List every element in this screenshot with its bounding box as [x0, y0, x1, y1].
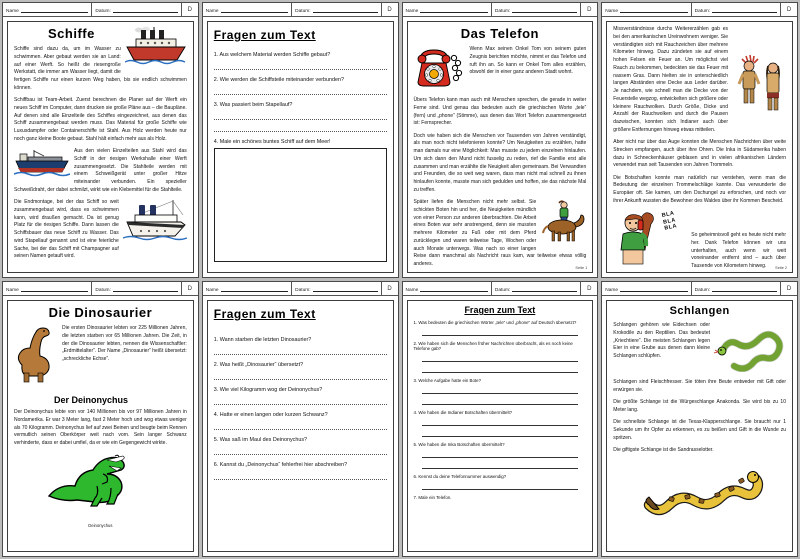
- page-header: [203, 3, 398, 17]
- answer-line: [214, 445, 387, 455]
- datum-label: Datum:: [95, 288, 111, 293]
- rotary-phone-icon: [414, 46, 466, 95]
- datum-fill-line: [113, 11, 178, 13]
- answer-line: [214, 60, 387, 70]
- datum-fill-line: [512, 11, 577, 13]
- answer-line: [422, 460, 579, 469]
- figure-caption: Deinonychus: [88, 523, 113, 529]
- steamship-icon: [125, 26, 187, 71]
- name-fill-line: [620, 11, 688, 13]
- worksheet-page-schlangen[interactable]: [601, 281, 798, 557]
- page-content: [606, 21, 793, 273]
- paragraph: Aber nicht nur über das Auge konnten die Menschen Nachrichten über weite Strecken empfangen, auch über ihre Ohren. Die Inka in Südamerika haben dazu in Schneckenhäuser geblasen und in vielen afrikanischen Ländern verwendet man seit Tausenden von Jahren Trommeln.: [613, 139, 786, 169]
- page-title: Fragen zum Text: [213, 28, 316, 42]
- name-fill-line: [21, 11, 89, 13]
- sauropod-icon: [14, 325, 58, 388]
- worksheet-page-fragen-schiffe[interactable]: [202, 2, 399, 278]
- question: 2. Wie werden die Schiffsteile miteinander verbunden?: [213, 77, 344, 83]
- paragraph: Die ersten Dinosaurier lebten vor 225 Millionen Jahren, die letzten starben vor 65 Millionen Jahren. Die Zeit, in der die Dinosaurier lebten, nennen die Wissenschaftler: „Erdmittelalter“. Der Name „Dinosaurier“ heißt übersetzt: „schreckliche Echse“.: [62, 325, 187, 362]
- answer-line: [422, 481, 579, 490]
- name-fill-line: [620, 290, 688, 292]
- answer-line: [214, 110, 387, 120]
- cargo-ship-icon: [14, 148, 70, 183]
- name-fill-line: [221, 290, 289, 292]
- corner-badge: D: [786, 6, 792, 13]
- datum-label: Datum:: [295, 288, 311, 293]
- page-number: Seite 2: [775, 266, 787, 270]
- answer-line: [422, 449, 579, 458]
- page-content: [606, 300, 793, 552]
- page-title: Fragen zum Text: [464, 305, 536, 315]
- datum-label: Datum:: [494, 9, 511, 14]
- paragraph: Die schnellste Schlange ist die Texas-Klapperschlange. Sie braucht nur 1 Sekunde um ihr Opfer zu erkennen, es zu beißen und Gift in die Wunde zu spritzen.: [613, 419, 786, 441]
- corner-badge: D: [187, 285, 192, 292]
- paragraph: Die Endmontage, bei der das Schiff so weit zusammengebaut wird, dass es schwimmen kann, wird draußen gemacht. Da ist genug Platz für die riesigen Schiffe. Dann lassen die Schiffsbauer das neue Schiff zu Wasser. Das wird Stapellauf genannt und ist eine feierliche Sache, bei der das Schiff mit Champagner auf seinen Namen getauft wird.: [14, 199, 119, 260]
- page-content: [207, 21, 394, 273]
- worksheet-page-schiffe[interactable]: [2, 2, 199, 278]
- question: 6. Kennst du deine Telefonnummer auswendig?: [413, 474, 507, 479]
- corner-badge: D: [587, 6, 592, 13]
- datum-label: Datum:: [494, 288, 511, 293]
- page-content: [407, 300, 594, 552]
- page-header: [3, 282, 198, 296]
- paragraph: Wenn Max seinen Onkel Tom von seinem guten Zeugnis berichten möchte, nimmt er das Telefon und ruft ihn an. So kann er Onkel Tom alles erzählen, obwohl der in einer ganz anderen Stadt wohnt.: [469, 46, 587, 76]
- question: 4. Male ein schönes buntes Schiff auf dem Meer!: [213, 139, 331, 145]
- question: 5. Wie haben die Inka Botschaften übermittelt?: [413, 442, 505, 447]
- deinonychus-icon: [45, 505, 155, 522]
- answer-line: [422, 396, 579, 405]
- answer-line: [214, 345, 387, 355]
- page-header: [3, 3, 198, 17]
- worksheet-page-telefon-2[interactable]: [601, 2, 798, 278]
- paragraph: Der Deinonychus lebte von vor 140 Millionen bis vor 97 Millionen Jahren in Nordamerika. Er war 3 Meter lang, fast 2 Meter hoch und wog etwas weniger als 70 Kilogramm. Deinonychus lief auf zwei Beinen und beugte beim Rennen vermutlich seinen Oberkörper weit nach vorn. Sein langer Schwanz verhinderte, dass er dabei umfiel, da er wie ein Gegengewicht wirkte.: [14, 409, 187, 446]
- name-label: Name: [605, 288, 619, 293]
- question: 1. Aus welchem Material werden Schiffe gebaut?: [213, 52, 331, 58]
- answer-line: [214, 85, 387, 95]
- name-fill-line: [21, 290, 89, 292]
- datum-label: Datum:: [295, 9, 311, 14]
- name-fill-line: [420, 11, 488, 13]
- answer-line: [422, 364, 579, 373]
- question: 2. Wie haben sich die Menschen früher Nachrichten überbracht, als es noch keine Telefone gab?: [413, 341, 573, 351]
- name-label: Name: [6, 9, 19, 14]
- paragraph: Die größte Schlange ist die Würgeschlange Anakonda. Sie wird bis zu 10 Meter lang.: [613, 399, 786, 413]
- page-number: Seite 1: [575, 266, 588, 270]
- yellow-snake-icon: [635, 504, 765, 521]
- answer-line: [422, 428, 579, 437]
- name-label: Name: [6, 288, 19, 293]
- question: 7. Male ein Telefon.: [413, 495, 452, 500]
- page-header: [602, 282, 797, 296]
- paragraph: Schiffbau ist Team-Arbeit. Zuerst berechnen die Planer auf der Werft ein neues Schiff im Computer, dann drucken sie große Pläne aus – die Baupläne. Auf denen sind alle Einzelteile des Schiffes eingezeichnet, aus denen das Schiff zusammengebaut werden muss. Das Material für große Schiffe wie Luxusdampfer oder Containerschiffe ist Stahl. Aus Holz werden heute nur noch ganz kleine Boote gebaut. Stahl hält einfach mehr aus als Holz.: [14, 97, 187, 142]
- question: 4. Hatte er einen langen oder kurzen Schwanz?: [213, 412, 328, 418]
- messenger-on-horse-icon: [540, 199, 586, 248]
- answer-line: [422, 353, 579, 362]
- answer-line: [214, 470, 387, 480]
- name-label: Name: [205, 288, 219, 293]
- worksheet-page-fragen-dinosaurier[interactable]: [202, 281, 399, 557]
- question: 4. Wie haben die Indianer Botschaften übermittelt?: [413, 410, 513, 415]
- question: 3. Welche Aufgabe hatte ein Bote?: [413, 378, 482, 383]
- native-americans-icon: [732, 54, 786, 121]
- answer-line: [422, 327, 579, 336]
- name-label: Name: [605, 9, 619, 14]
- answer-line: [214, 420, 387, 430]
- name-label: Name: [405, 9, 419, 14]
- page-title: Die Dinosaurier: [48, 305, 153, 320]
- page-title: Das Telefon: [460, 26, 539, 41]
- datum-label: Datum:: [694, 288, 711, 293]
- page-header: [403, 3, 598, 17]
- datum-label: Datum:: [95, 9, 111, 14]
- name-fill-line: [221, 11, 289, 13]
- worksheet-page-telefon[interactable]: [402, 2, 599, 278]
- page-content: [7, 21, 194, 273]
- question: 5. Was saß im Maul des Deinonychus?: [213, 437, 308, 443]
- paragraph: Übers Telefon kann man auch mit Menschen sprechen, die gerade in weiter Ferne sind. Und genau das bedeuten auch die griechischen Worte „tele“ (fern) und „phone“ (Stimme), aus denen das Wort Telefon zusammengesetzt ist: Fernsprecher.: [413, 97, 587, 127]
- answer-line: [422, 417, 579, 426]
- paragraph: So geheimnisvoll geht es heute nicht mehr her. Dank Telefon können wir uns unterhalten, auch wenn wir weit voneinander entfernt sind – auch über Tausende von Kilometern hinweg.: [691, 232, 786, 270]
- page-title: Fragen zum Text: [213, 307, 316, 321]
- page-title: Schlangen: [669, 305, 730, 317]
- corner-badge: D: [187, 6, 192, 13]
- paragraph: Missverständnisse durchs Weitererzählen gab es bei den amerikanischen Ureinwohnern weniger. Sie verständigten sich mit Rauchzeichen über mehrere Kilometer hinweg. Dazu zündeten sie auf einem hohen Felsen ein Feuer an. Um möglichst viel Rauch zu bekommen, bedeckten sie das Feuer mit nassem Gras. Dann hielten sie in unterschiedlich langen Abständen eine Decke aus Leder darüber. Je nachdem, wie schnell man die Decke von der Feuerstelle wegzog, entwickelten sich größere oder kleinere Rauchwolken. Durch Größe, Dicke und Anzahl der Rauchwolken und durch die Pausen dazwischen, konnten sich Indianer auch über größere Entfernungen hinweg etwas mitteilen.: [613, 26, 728, 133]
- question: 1. Was bedeuten die griechischen Wörter „tele“ und „phone“ auf Deutsch übersetzt?: [413, 320, 577, 325]
- green-snake-icon: [714, 322, 786, 377]
- speech-bubble-text: BLA BLA BLA: [661, 210, 679, 232]
- worksheet-page-fragen-telefon[interactable]: [402, 281, 599, 557]
- paragraph: Schlangen sind Fleischfresser. Sie töten ihre Beute entweder mit Gift oder erwürgen sie.: [613, 379, 786, 393]
- page-title: Schiffe: [48, 26, 95, 41]
- page-content: [407, 21, 594, 273]
- paragraph: Die giftigste Schlange ist die Sandrasselotter.: [613, 446, 714, 453]
- paragraph: Schlangen gehören wie Eidechsen oder Krokodile zu den Reptilien. Das bedeutet „Kriechtiere“. Die meisten Schlangen legen Eier in eine Grube aus denen dann kleine Schlangen schlüpfen.: [613, 322, 710, 359]
- girl-on-phone-icon: [613, 210, 659, 271]
- paragraph: Die Botschaften konnte man natürlich nur verstehen, wenn man die Bedeutung der einzelnen Trommelschläge kannte. Das verwunderte die Europäer oft. Sie kamen, um den Dschungel zu erforschen, und noch vor ihrer Ankunft wussten die Bewohner des Waldes über ihr Kommen Bescheid.: [613, 174, 786, 204]
- corner-badge: D: [387, 285, 392, 292]
- drawing-box: [214, 148, 387, 262]
- page-header: [403, 282, 598, 296]
- datum-fill-line: [512, 290, 577, 292]
- paragraph: Später liefen die Menschen nicht mehr selbst. Sie schickten Boten hin und her, die Neuigkeiten mündlich von einer Person zur anderen überbrachten. Die Arbeit eines Boten war sehr anstrengend, denn sie mussten mehrere Kilometer zu Fuß oder mit dem Pferd zurücklegen und waren teilweise Tage, Wochen oder auch Monate unterwegs. Was nach so einer langen Reise dann manchmal als Nachricht raus kam, war teilweise etwas völlig anderes.: [413, 199, 587, 267]
- name-fill-line: [420, 290, 488, 292]
- datum-fill-line: [313, 290, 378, 292]
- worksheet-page-dinosaurier[interactable]: [2, 281, 199, 557]
- page-content: [7, 300, 194, 552]
- datum-fill-line: [712, 290, 777, 292]
- name-label: Name: [205, 9, 219, 14]
- question: 3. Was passiert beim Stapellauf?: [213, 102, 293, 108]
- question: 1. Wann starben die letzten Dinosaurier?: [213, 337, 312, 343]
- datum-fill-line: [113, 290, 178, 292]
- corner-badge: D: [587, 285, 592, 292]
- corner-badge: D: [786, 285, 792, 292]
- page-header: [602, 3, 797, 17]
- answer-line: [422, 385, 579, 394]
- paragraph: Schiffe sind dazu da, um im Wasser zu schwimmen. Aber gebaut werden sie an Land: auf einer Werft. So heißt die riesengroße Werkstatt, die immer am Wasser liegt, damit die fertigen Schiffe nur einen kurzen Weg haben, bis sie endlich schwimmen können.: [14, 46, 187, 91]
- answer-line: [214, 395, 387, 405]
- answer-line: [214, 122, 387, 132]
- page-content: [207, 300, 394, 552]
- paragraph: Aus den vielen Einzelteilen aus Stahl wird das Schiff in der riesigen Werkshalle einer Werft zusammengesetzt. Die Stahlteile werden mit einem Schweißgerät unter großer Hitze miteinander verbunden. Ein spezieller Schweißdraht, der dabei schmilzt, wirkt wie ein Klebemittel für die Stahlteile.: [14, 148, 187, 193]
- ocean-liner-icon: [123, 199, 187, 246]
- page-header: [203, 282, 398, 296]
- paragraph: Doch wie haben sich die Menschen vor Tausenden von Jahren verständigt, als man noch nicht telefonieren konnte? Um Neuigkeiten zu erzählen, hatte man damals nur eine Möglichkeit: Man musste zu jedem einzelnen hinlaufen. Um sich dann den Mund nicht fusselig zu reden, rief die Familie erst alle zusammen und man erzählte die Neuigkeit allen gemeinsam. Bei Verwandten und Freunden, die so weit weg waren, dass man nicht mal schnell zu ihnen hinlaufen konnte, musste man sich gedulden und hoffen, sie das nächste Mal zu treffen.: [413, 132, 587, 193]
- answer-line: [214, 370, 387, 380]
- corner-badge: D: [387, 6, 392, 13]
- datum-fill-line: [712, 11, 777, 13]
- datum-fill-line: [313, 11, 378, 13]
- question: 6. Kannst du „Deinonychus“ fehlerfrei hier abschreiben?: [213, 462, 348, 468]
- datum-label: Datum:: [694, 9, 711, 14]
- question: 3. Wie viel Kilogramm wog der Deinonychus?: [213, 387, 323, 393]
- question: 2. Was heißt „Dinosaurier“ übersetzt?: [213, 362, 304, 368]
- section-subtitle: Der Deinonychus: [54, 395, 129, 405]
- name-label: Name: [405, 288, 419, 293]
